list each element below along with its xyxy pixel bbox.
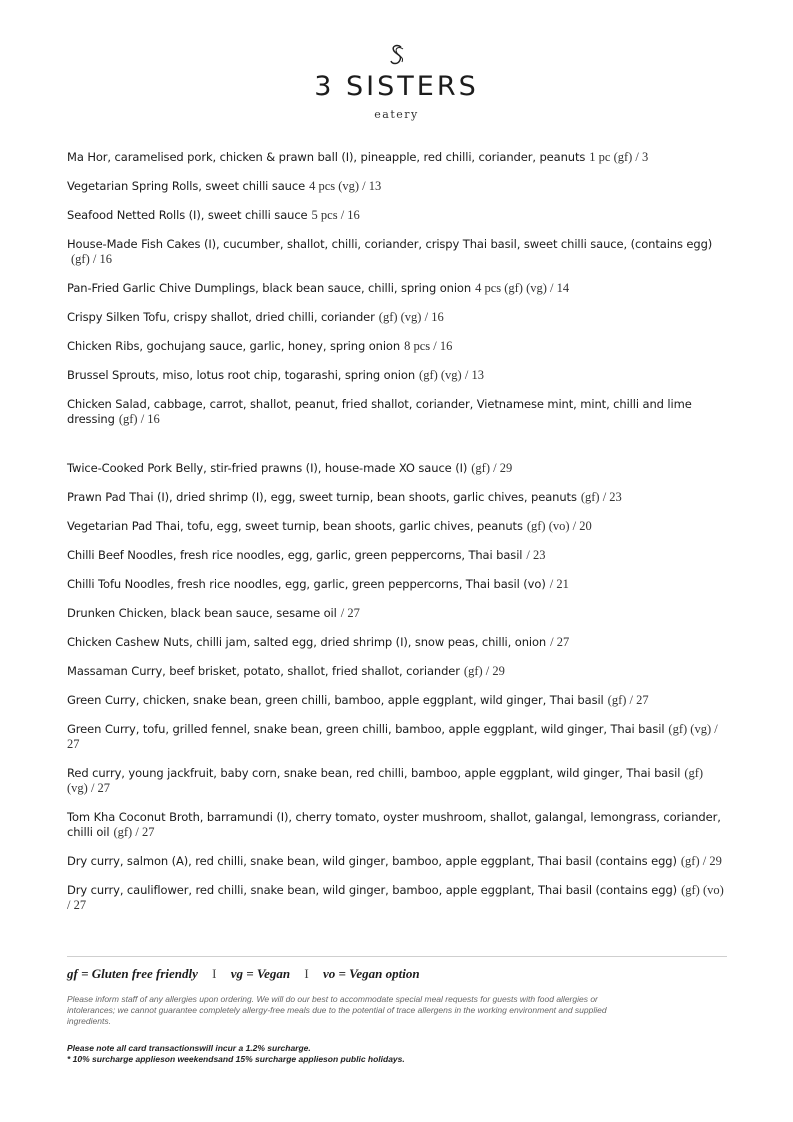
menu-item-price: 1 pc (gf) / 3 xyxy=(589,150,649,164)
menu-item xyxy=(67,664,727,679)
menu-item xyxy=(67,635,727,650)
menu-item xyxy=(67,577,727,592)
menu-item xyxy=(67,339,727,354)
menu-item xyxy=(67,461,727,476)
menu-item xyxy=(67,490,727,505)
legend-gf: gf = Gluten free friendly xyxy=(67,966,198,981)
menu-item xyxy=(67,281,727,296)
menu-item-description: Crispy Silken Tofu, crispy shallot, dried chilli, coriander xyxy=(67,310,375,324)
menu-item xyxy=(67,208,727,223)
menu-item xyxy=(67,397,727,427)
menu-item xyxy=(67,766,727,796)
menu-item-price: (gf) / 29 xyxy=(680,854,722,868)
menu-item-description: Massaman Curry, beef brisket, potato, shallot, fried shallot, coriander xyxy=(67,664,460,678)
menu-item-price: (gf) (vo) / 20 xyxy=(526,519,592,533)
menu-item-description: Ma Hor, caramelised pork, chicken & prawn ball (I), pineapple, red chilli, coriander, peanuts xyxy=(67,150,586,164)
surcharge-notes xyxy=(67,1043,627,1065)
menu-item-description: Chicken Cashew Nuts, chilli jam, salted egg, dried shrimp (I), snow peas, chilli, onion xyxy=(67,635,547,649)
menu-item-description: Dry curry, salmon (A), red chilli, snake bean, wild ginger, bamboo, apple eggplant, Thai basil (contains egg) xyxy=(67,854,677,868)
card-surcharge-note: Please note all card transactionswill incur a 1.2% surcharge. xyxy=(67,1043,311,1053)
menu-item-description: Chicken Ribs, gochujang sauce, garlic, honey, spring onion xyxy=(67,339,401,353)
double-s-monogram-icon xyxy=(389,44,405,66)
menu-item-description: Brussel Sprouts, miso, lotus root chip, togarashi, spring onion xyxy=(67,368,416,382)
menu-item-price: 8 pcs / 16 xyxy=(404,339,453,353)
menu-item xyxy=(67,310,727,325)
dietary-legend xyxy=(67,966,420,982)
menu-item xyxy=(67,548,727,563)
legend-vg: vg = Vegan xyxy=(230,966,291,981)
menu-item-price: 4 pcs (gf) (vg) / 14 xyxy=(475,281,570,295)
menu-item xyxy=(67,179,727,194)
menu-item-price: (gf) / 29 xyxy=(463,664,505,678)
menu-item xyxy=(67,722,727,752)
menu-item-description: Chilli Tofu Noodles, fresh rice noodles, egg, garlic, green peppercorns, Thai basil (vo) xyxy=(67,577,546,591)
menu-item-description: Chicken Salad, cabbage, carrot, shallot, peanut, fried shallot, coriander, Vietnamese mint, mint, chilli and lime dressing xyxy=(67,397,692,426)
menu-item xyxy=(67,883,727,913)
header xyxy=(0,44,793,121)
menu-item-description: Vegetarian Spring Rolls, sweet chilli sauce xyxy=(67,179,306,193)
menu-item xyxy=(67,693,727,708)
menu-item-price: (gf) (vg) / 13 xyxy=(419,368,484,382)
menu-item-price: (gf) (vg) / 27 xyxy=(67,722,718,751)
legend-separator: I xyxy=(304,966,309,981)
menu-item xyxy=(67,519,727,534)
menu-item xyxy=(67,854,727,869)
menu-list xyxy=(67,150,727,927)
menu-item-description: Chilli Beef Noodles, fresh rice noodles, egg, garlic, green peppercorns, Thai basil xyxy=(67,548,523,562)
menu-item-price: (gf) / 27 xyxy=(607,693,649,707)
menu-item-description: Seafood Netted Rolls (I), sweet chilli sauce xyxy=(67,208,308,222)
menu-item-price: / 23 xyxy=(526,548,546,562)
menu-item-price: (gf) (vg) / 27 xyxy=(67,766,704,795)
menu-item-description: Pan-Fried Garlic Chive Dumplings, black bean sauce, chilli, spring onion xyxy=(67,281,472,295)
menu-item-price: (gf) (vg) / 16 xyxy=(378,310,444,324)
legend-vo: vo = Vegan option xyxy=(323,966,420,981)
section-gap xyxy=(67,441,727,461)
menu-item xyxy=(67,810,727,840)
menu-item-description: Green Curry, tofu, grilled fennel, snake bean, green chilli, bamboo, apple eggplant, wild ginger, Thai basil xyxy=(67,722,665,736)
menu-item-description: House-Made Fish Cakes (I), cucumber, shallot, chilli, coriander, crispy Thai basil, sweet chilli sauce, (contains egg) xyxy=(67,237,713,251)
menu-item-description: Twice-Cooked Pork Belly, stir-fried prawns (I), house-made XO sauce (I) xyxy=(67,461,468,475)
menu-item-description: Green Curry, chicken, snake bean, green chilli, bamboo, apple eggplant, wild ginger, Thai basil xyxy=(67,693,604,707)
menu-item-price: (gf) / 16 xyxy=(118,412,160,426)
menu-item-description: Drunken Chicken, black bean sauce, sesame oil xyxy=(67,606,337,620)
menu-item-description: Prawn Pad Thai (I), dried shrimp (I), egg, sweet turnip, bean shoots, garlic chives, peanuts xyxy=(67,490,577,504)
menu-item-price: (gf) / 27 xyxy=(113,825,155,839)
menu-item-price: (gf) / 29 xyxy=(471,461,513,475)
menu-item-price: (gf) (vo) / 27 xyxy=(67,883,724,912)
menu-item-description: Tom Kha Coconut Broth, barramundi (I), cherry tomato, oyster mushroom, shallot, galangal, lemongrass, coriander, chilli oil xyxy=(67,810,721,839)
menu-item-price: / 27 xyxy=(550,635,570,649)
legend-separator: I xyxy=(212,966,217,981)
menu-item xyxy=(67,606,727,621)
menu-section-mains xyxy=(67,461,727,913)
menu-item-price: 4 pcs (vg) / 13 xyxy=(309,179,382,193)
restaurant-subtitle: eatery xyxy=(374,108,419,121)
menu-item-description: Dry curry, cauliflower, red chilli, snake bean, wild ginger, bamboo, apple eggplant, Thai basil (contains egg) xyxy=(67,883,678,897)
menu-item xyxy=(67,150,727,165)
menu-item-description: Vegetarian Pad Thai, tofu, egg, sweet turnip, bean shoots, garlic chives, peanuts xyxy=(67,519,523,533)
menu-item-price: / 21 xyxy=(549,577,569,591)
menu-item-price: / 27 xyxy=(340,606,360,620)
menu-item xyxy=(67,237,727,267)
weekend-surcharge-note: * 10% surcharge applieson weekendsand 15% surcharge applieson public holidays. xyxy=(67,1054,405,1064)
menu-item-price: (gf) / 16 xyxy=(71,252,112,266)
menu-item xyxy=(67,368,727,383)
menu-item-price: (gf) / 23 xyxy=(580,490,622,504)
allergy-note: Please inform staff of any allergies upon ordering. We will do our best to accommodate special meal requests for guests with food allergies or intolerances; we cannot guarantee completely allergy-free meals due to the potential of trace allergens in the working environment and supplied ingredients. xyxy=(67,994,607,1026)
menu-item-description: Red curry, young jackfruit, baby corn, snake bean, red chilli, bamboo, apple eggplant, wild ginger, Thai basil xyxy=(67,766,681,780)
menu-section-starters xyxy=(67,150,727,427)
menu-item-price: 5 pcs / 16 xyxy=(311,208,360,222)
divider xyxy=(67,956,727,957)
restaurant-name: 3 SISTERS xyxy=(314,71,479,102)
